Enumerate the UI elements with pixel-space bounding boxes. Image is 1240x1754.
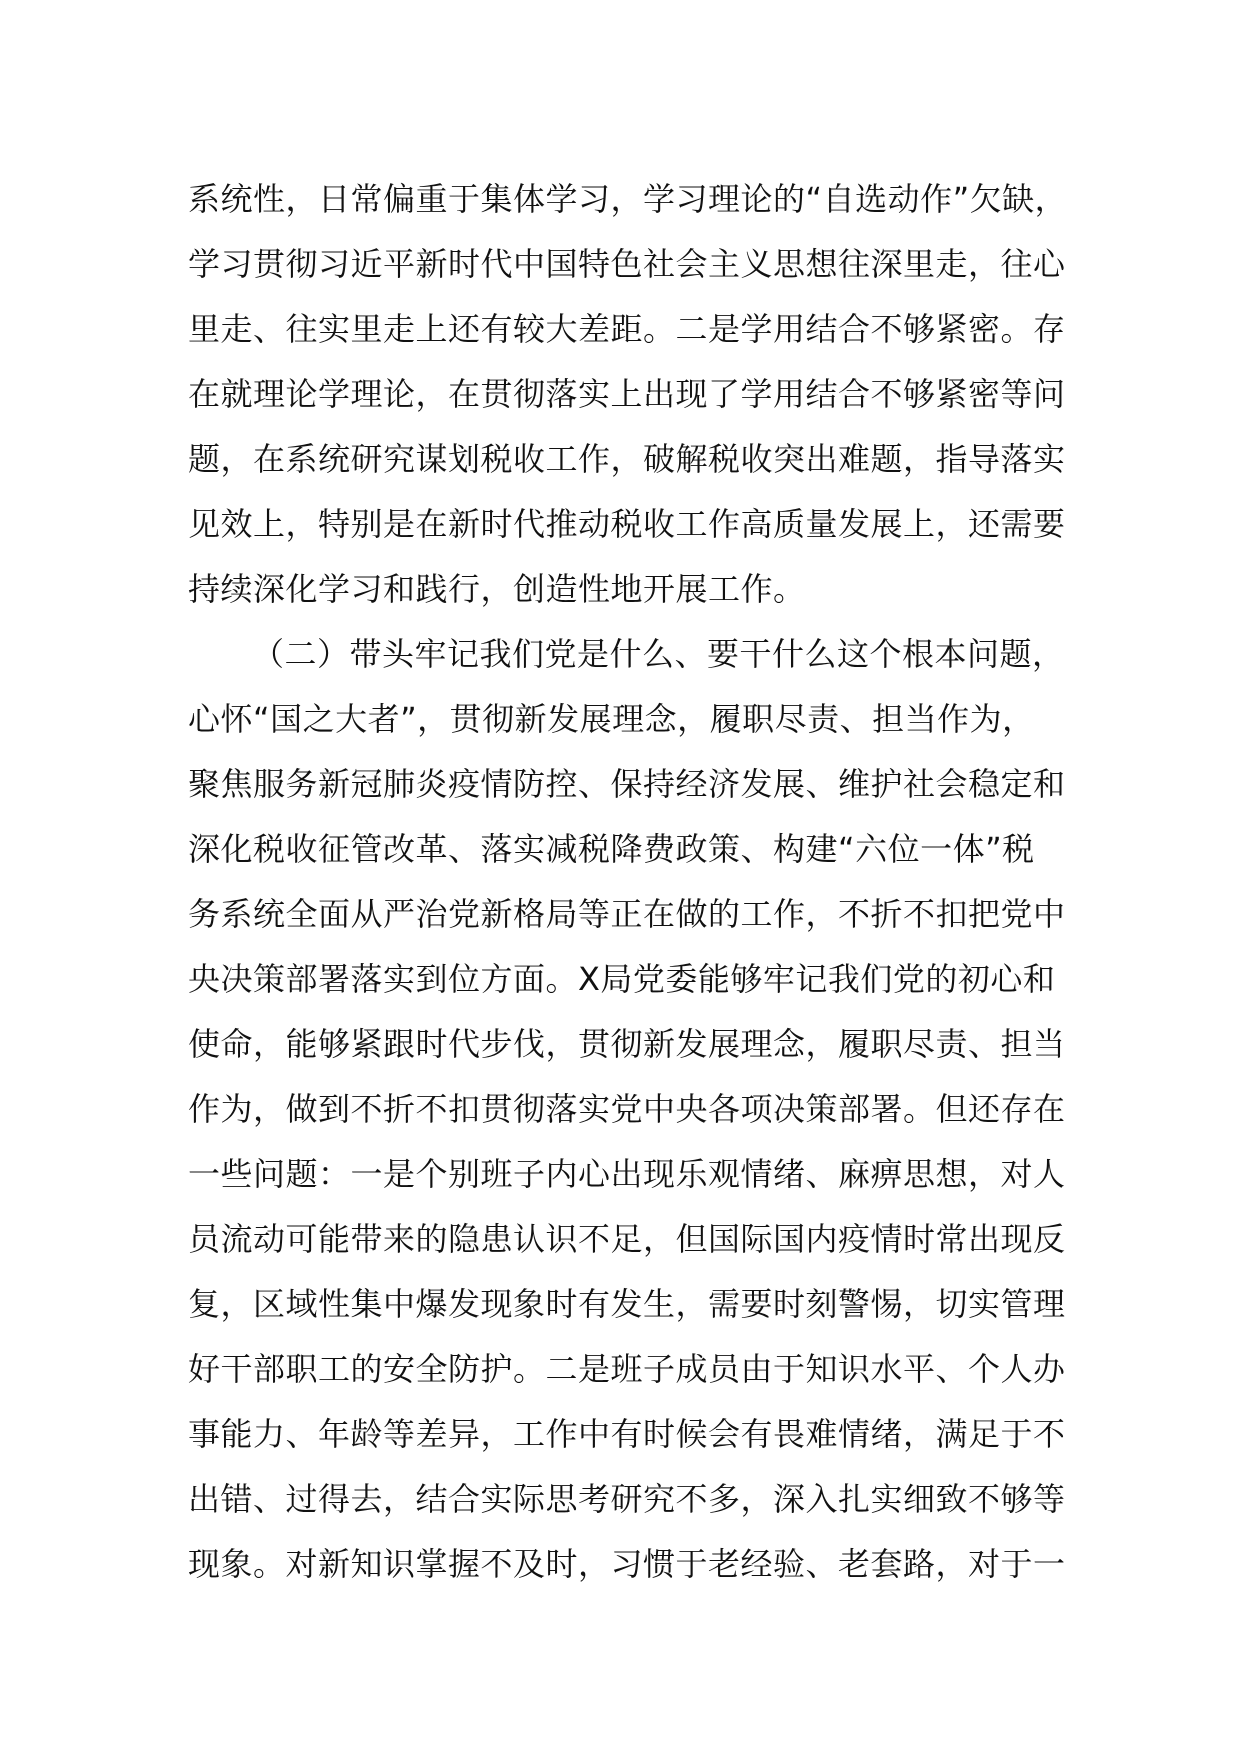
text-line-14: 使命，能够紧跟时代步伐，贯彻新发展理念，履职尽责、担当 xyxy=(188,1025,1066,1063)
text-line-2: 学习贯彻习近平新时代中国特色社会主义思想往深里走，往心 xyxy=(188,245,1066,283)
text-line-21: 出错、过得去，结合实际思考研究不多，深入扎实细致不够等 xyxy=(188,1480,1066,1518)
text-line-3: 里走、往实里走上还有较大差距。二是学用结合不够紧密。存 xyxy=(188,310,1066,348)
text-line-1: 系统性，日常偏重于集体学习，学习理论的“自选动作”欠缺， xyxy=(188,180,1068,218)
text-line-17: 员流动可能带来的隐患认识不足，但国际国内疫情时常出现反 xyxy=(188,1220,1066,1258)
text-line-22: 现象。对新知识掌握不及时，习惯于老经验、老套路，对于一 xyxy=(188,1545,1066,1583)
text-line-5: 题，在系统研究谋划税收工作，破解税收突出难题，指导落实 xyxy=(188,440,1066,478)
text-line-11: 深化税收征管改革、落实减税降费政策、构建“六位一体”税 xyxy=(188,830,1035,868)
text-line-9: 心怀“国之大者”，贯彻新发展理念，履职尽责、担当作为， xyxy=(188,700,1035,738)
text-line-7: 持续深化学习和践行，创造性地开展工作。 xyxy=(188,570,806,608)
body-text xyxy=(188,167,1068,1597)
text-line-12: 务系统全面从严治党新格局等正在做的工作，不折不扣把党中 xyxy=(188,895,1066,933)
text-line-4: 在就理论学理论，在贯彻落实上出现了学用结合不够紧密等问 xyxy=(188,375,1066,413)
text-line-16: 一些问题：一是个别班子内心出现乐观情绪、麻痹思想，对人 xyxy=(188,1155,1066,1193)
text-line-6: 见效上，特别是在新时代推动税收工作高质量发展上，还需要 xyxy=(188,505,1066,543)
text-line-20: 事能力、年龄等差异，工作中有时候会有畏难情绪，满足于不 xyxy=(188,1415,1066,1453)
text-line-19: 好干部职工的安全防护。二是班子成员由于知识水平、个人办 xyxy=(188,1350,1066,1388)
text-line-10: 聚焦服务新冠肺炎疫情防控、保持经济发展、维护社会稳定和 xyxy=(188,765,1066,803)
text-line-15: 作为，做到不折不扣贯彻落实党中央各项决策部署。但还存在 xyxy=(188,1090,1066,1128)
text-line-18: 复，区域性集中爆发现象时有发生，需要时刻警惕，切实管理 xyxy=(188,1285,1066,1323)
text-line-13: 央决策部署落实到位方面。X局党委能够牢记我们党的初心和 xyxy=(188,960,1056,998)
section-heading-line: （二）带头牢记我们党是什么、要干什么这个根本问题， xyxy=(252,635,1065,673)
